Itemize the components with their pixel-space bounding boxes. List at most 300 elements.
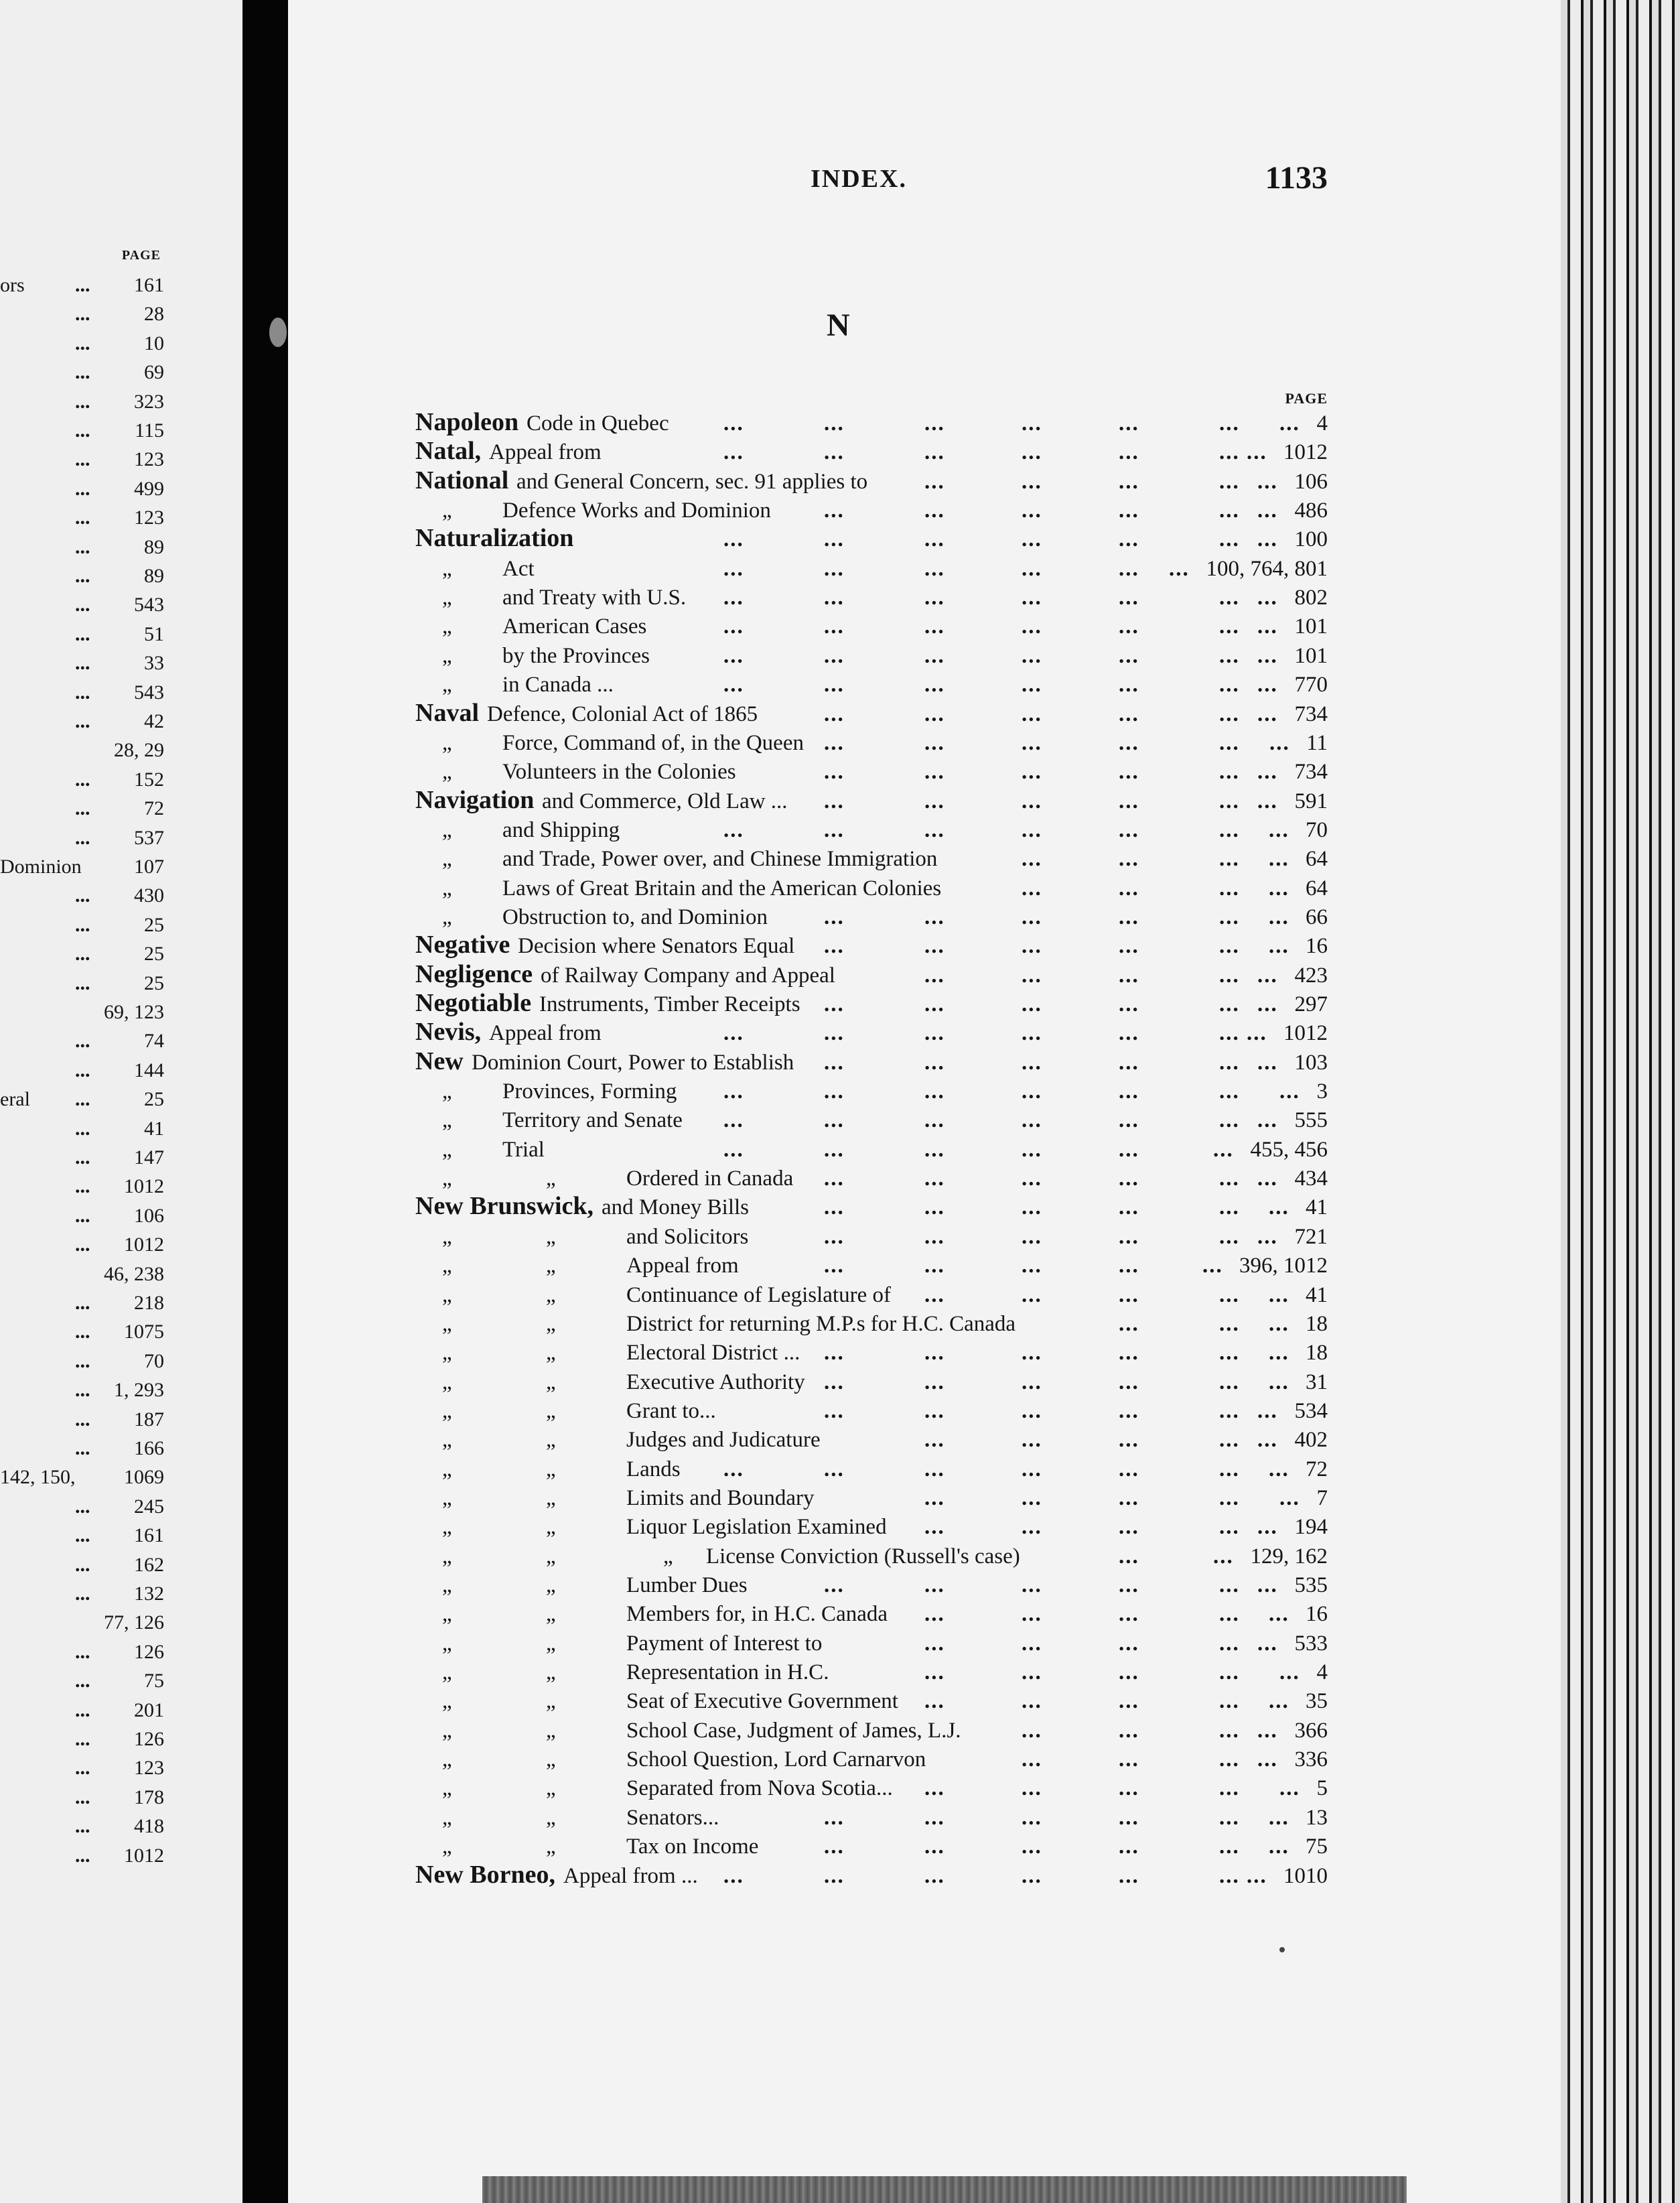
left-row-leader: ... (75, 1844, 90, 1867)
leader-dots: ... (1119, 789, 1139, 813)
entry-page: 64 (1306, 847, 1328, 872)
entry-text: and Solicitors (626, 1224, 749, 1249)
leader-dots: ... (1119, 1718, 1139, 1743)
ditto-mark: „ (546, 1457, 556, 1481)
left-row-page: 161 (134, 274, 164, 296)
leader-dots: ... (723, 1863, 744, 1888)
leader-dots: ... (1022, 817, 1042, 842)
leader-dots: ... (723, 1108, 744, 1133)
leader-dots: ... (723, 586, 744, 610)
entry-text: Instruments, Timber Receipts (539, 992, 800, 1016)
leader-dots: ... (824, 1166, 845, 1191)
leader-dots: ... (924, 411, 945, 436)
entry-keyword: Negotiable (415, 989, 532, 1017)
left-row-leader: ... (75, 943, 90, 965)
left-row-leader: ... (75, 972, 90, 994)
left-row-page: 106 (134, 1204, 164, 1227)
ditto-mark: „ (546, 1485, 556, 1510)
leader-dots: ... (1219, 1660, 1240, 1685)
entry-keyword: National (415, 466, 509, 494)
leader-dots: ... (1119, 1573, 1139, 1597)
left-row-page: 430 (134, 884, 164, 907)
ditto-mark: „ (442, 817, 452, 842)
leader-dots: ... (824, 760, 845, 785)
leader-dots: ... (1119, 1631, 1139, 1656)
leader-dots: ... (924, 702, 945, 726)
ditto-mark: „ (546, 1370, 556, 1394)
leader-dots: ... (1219, 1050, 1240, 1075)
entry-text: Continuance of Legislature of (626, 1282, 891, 1307)
dot-leaders (288, 1338, 1561, 1367)
entry-page: 486 (1294, 498, 1328, 523)
left-row-leader: ... (75, 652, 90, 675)
entry-page: 18 (1306, 1341, 1328, 1365)
leader-dots: ... (924, 1457, 945, 1481)
leader-dots: ... (924, 1021, 945, 1046)
index-entry (288, 1832, 1561, 1861)
leader-dots: ... (824, 614, 845, 639)
entry-text: in Canada ... (502, 673, 614, 697)
left-index-row (0, 1638, 164, 1667)
leader-dots: ... (1119, 730, 1139, 755)
ditto-mark: „ (442, 1457, 452, 1481)
index-entry (288, 467, 1561, 496)
left-index-row (0, 1841, 164, 1871)
index-entry (288, 787, 1561, 816)
index-entry (288, 525, 1561, 554)
leader-dots: ... (1219, 1631, 1240, 1656)
entry-text: Obstruction to, and Dominion (502, 905, 768, 929)
leader-dots: ... (1022, 556, 1042, 581)
dot-leaders (288, 1018, 1561, 1048)
leader-dots: ... (1119, 992, 1139, 1016)
index-entry (288, 1367, 1561, 1397)
entry-text: and Money Bills (602, 1195, 749, 1220)
left-row-page: 218 (134, 1292, 164, 1314)
left-index-row (0, 620, 164, 649)
page-column-label: PAGE (1285, 390, 1328, 407)
left-row-page: 162 (134, 1553, 164, 1576)
dot-leaders (288, 699, 1561, 729)
ditto-mark: „ (442, 1573, 452, 1597)
index-entry (288, 1309, 1561, 1339)
leader-dots: ... (824, 586, 845, 610)
leader-dots: ... (924, 1398, 945, 1423)
left-index-row (0, 707, 164, 736)
leader-dots: ... (1022, 1689, 1042, 1714)
left-row-leader: ... (75, 913, 90, 936)
leader-dots: ... (924, 614, 945, 639)
left-row-leader: ... (75, 332, 90, 354)
leader-dots: ... (1247, 1021, 1267, 1046)
left-row-leader: ... (75, 419, 90, 442)
leader-dots: ... (1022, 963, 1042, 988)
leader-dots: ... (924, 1485, 945, 1510)
entry-page: 734 (1294, 702, 1328, 726)
leader-dots: ... (1119, 1166, 1139, 1191)
entry-text: and Treaty with U.S. (502, 586, 687, 610)
leader-dots: ... (1257, 702, 1278, 726)
left-row-leader: ... (75, 303, 90, 326)
left-row-leader: ... (75, 768, 90, 791)
leader-dots: ... (1119, 905, 1139, 929)
entry-keyword: Naval (415, 698, 479, 727)
leader-dots: ... (1022, 789, 1042, 813)
entry-text: Act (502, 556, 535, 581)
leader-dots: ... (1022, 1515, 1042, 1540)
leader-dots: ... (924, 1195, 945, 1220)
ditto-mark: „ (442, 1485, 452, 1510)
leader-dots: ... (824, 817, 845, 842)
entry-page: 129, 162 (1250, 1544, 1328, 1568)
left-index-row (0, 765, 164, 795)
leader-dots: ... (1022, 586, 1042, 610)
left-index-row (0, 852, 164, 882)
leader-dots: ... (824, 1398, 845, 1423)
leader-dots: ... (1257, 963, 1278, 988)
leader-dots: ... (1257, 614, 1278, 639)
ditto-mark: „ (442, 1108, 452, 1133)
index-entry (288, 1512, 1561, 1542)
entry-text: Defence Works and Dominion (502, 498, 771, 523)
left-row-leader: ... (75, 477, 90, 500)
leader-dots: ... (1022, 1660, 1042, 1685)
entry-keyword: Negligence (415, 959, 533, 988)
left-row-page: 46, 238 (104, 1262, 164, 1285)
entry-page: 66 (1306, 905, 1328, 929)
leader-dots: ... (723, 643, 744, 668)
entry-text: Electoral District ... (626, 1341, 800, 1365)
ditto-mark: „ (546, 1341, 556, 1365)
left-row-leader: ... (75, 274, 90, 296)
dot-leaders (288, 903, 1561, 932)
entry-text: Trial (502, 1137, 545, 1162)
dot-leaders (288, 990, 1561, 1019)
leader-dots: ... (1119, 1254, 1139, 1278)
entry-page: 64 (1306, 876, 1328, 900)
left-row-leader: ... (75, 797, 90, 820)
leader-dots: ... (1119, 934, 1139, 959)
leader-dots: ... (1022, 1428, 1042, 1453)
left-index-row (0, 1230, 164, 1260)
leader-dots: ... (1119, 1747, 1139, 1772)
index-entry (288, 612, 1561, 641)
index-entry (288, 641, 1561, 671)
entry-text: Code in Quebec (527, 411, 669, 436)
left-row-page: 72 (144, 797, 164, 820)
index-entry (288, 1686, 1561, 1716)
leader-dots: ... (1257, 498, 1278, 523)
entry-page: 534 (1294, 1398, 1328, 1423)
entry-page: 336 (1294, 1747, 1328, 1772)
dot-leaders (288, 467, 1561, 496)
ditto-mark: „ (546, 1689, 556, 1714)
left-index-row (0, 416, 164, 446)
ditto-mark: „ (546, 1166, 556, 1191)
left-row-leader: ... (75, 448, 90, 471)
leader-dots: ... (1219, 1166, 1240, 1191)
leader-dots: ... (1022, 1079, 1042, 1104)
left-index-row (0, 1260, 164, 1289)
entry-page: 194 (1294, 1515, 1328, 1540)
entry-page: 31 (1306, 1370, 1328, 1394)
leader-dots: ... (1219, 963, 1240, 988)
left-row-page: 187 (134, 1408, 164, 1430)
leader-dots: ... (1219, 1457, 1240, 1481)
dot-leaders (288, 554, 1561, 584)
leader-dots: ... (1219, 1805, 1240, 1830)
leader-dots: ... (1257, 643, 1278, 668)
leader-dots: ... (924, 1254, 945, 1278)
left-row-page: 178 (134, 1786, 164, 1808)
left-index-row (0, 561, 164, 591)
entry-text: Senators... (626, 1805, 719, 1830)
index-entry (288, 815, 1561, 845)
ditto-mark: „ (442, 614, 452, 639)
left-row-page: 161 (134, 1524, 164, 1547)
leader-dots: ... (1219, 498, 1240, 523)
leader-dots: ... (1219, 1747, 1240, 1772)
left-row-page: 543 (134, 681, 164, 704)
leader-dots: ... (1219, 1370, 1240, 1394)
leader-dots: ... (1119, 963, 1139, 988)
left-index-row (0, 1347, 164, 1376)
leader-dots: ... (1269, 1834, 1289, 1859)
left-row-page: 115 (135, 419, 164, 442)
binding-strip (482, 2176, 1407, 2203)
entry-text: Tax on Income (626, 1834, 759, 1859)
leader-dots: ... (824, 1370, 845, 1394)
ditto-mark: „ (442, 1341, 452, 1365)
leader-dots: ... (924, 1515, 945, 1540)
index-entry (288, 728, 1561, 758)
leader-dots: ... (1219, 934, 1240, 959)
index-entry (288, 496, 1561, 525)
leader-dots: ... (924, 934, 945, 959)
left-row-page: 75 (144, 1670, 164, 1692)
leader-dots: ... (1213, 1137, 1234, 1162)
leader-dots: ... (924, 905, 945, 929)
left-index-row (0, 1579, 164, 1609)
index-entry (288, 1774, 1561, 1803)
entry-page: 533 (1294, 1631, 1328, 1656)
leader-dots: ... (824, 556, 845, 581)
entry-page: 402 (1294, 1428, 1328, 1453)
entry-text: and Trade, Power over, and Chinese Immigration (502, 847, 938, 872)
index-entry (288, 1658, 1561, 1687)
entry-text: Representation in H.C. (626, 1660, 829, 1685)
entry-page: 555 (1294, 1108, 1328, 1133)
left-row-page: 245 (134, 1495, 164, 1518)
entry-page: 802 (1294, 586, 1328, 610)
entry-page: 734 (1294, 760, 1328, 785)
index-entry (288, 844, 1561, 874)
leader-dots: ... (723, 556, 744, 581)
dot-leaders (288, 583, 1561, 612)
leader-dots: ... (924, 1689, 945, 1714)
leader-dots: ... (1119, 1224, 1139, 1249)
left-row-page: 77, 126 (104, 1611, 164, 1634)
leader-dots: ... (1219, 992, 1240, 1016)
entry-page: 1012 (1283, 1021, 1328, 1046)
leader-dots: ... (1119, 1863, 1139, 1888)
left-row-leader: ... (75, 565, 90, 587)
ditto-mark: „ (663, 1544, 673, 1568)
entry-text: Members for, in H.C. Canada (626, 1602, 888, 1627)
left-row-leader: ... (75, 1146, 90, 1169)
leader-dots: ... (824, 1050, 845, 1075)
index-entry (288, 583, 1561, 612)
leader-dots: ... (1022, 643, 1042, 668)
leader-dots: ... (1022, 1776, 1042, 1801)
leader-dots: ... (1119, 876, 1139, 900)
leader-dots: ... (1022, 1195, 1042, 1220)
left-row-page: 25 (144, 1088, 164, 1111)
left-row-leader: ... (75, 1233, 90, 1256)
leader-dots: ... (1257, 1515, 1278, 1540)
leader-dots: ... (924, 1166, 945, 1191)
ditto-mark: „ (546, 1398, 556, 1423)
leader-dots: ... (1219, 1079, 1240, 1104)
left-row-page: 144 (134, 1059, 164, 1081)
left-index-row (0, 1172, 164, 1201)
ditto-mark: „ (546, 1631, 556, 1656)
leader-dots: ... (1257, 527, 1278, 552)
leader-dots: ... (1279, 1485, 1300, 1510)
leader-dots: ... (1022, 934, 1042, 959)
leader-dots: ... (1119, 760, 1139, 785)
left-index-row (0, 939, 164, 969)
leader-dots: ... (1119, 527, 1139, 552)
ditto-mark: „ (546, 1834, 556, 1859)
leader-dots: ... (824, 992, 845, 1016)
leader-dots: ... (1219, 1834, 1240, 1859)
leader-dots: ... (924, 1137, 945, 1162)
leader-dots: ... (824, 1805, 845, 1830)
dot-leaders (288, 1774, 1561, 1803)
ditto-mark: „ (546, 1224, 556, 1249)
dot-leaders (288, 1106, 1561, 1135)
leader-dots: ... (1022, 1341, 1042, 1365)
leader-dots: ... (1022, 1631, 1042, 1656)
leader-dots: ... (924, 586, 945, 610)
leader-dots: ... (1257, 1631, 1278, 1656)
left-row-leader: ... (75, 884, 90, 907)
entry-text: Seat of Executive Government (626, 1689, 898, 1714)
leader-dots: ... (824, 1834, 845, 1859)
entry-keyword: Negative (415, 931, 510, 959)
index-entry (288, 1629, 1561, 1658)
dot-leaders (288, 1280, 1561, 1310)
leader-dots: ... (824, 934, 845, 959)
entry-keyword: New (415, 1047, 464, 1075)
leader-dots: ... (924, 1079, 945, 1104)
leader-dots: ... (1119, 411, 1139, 436)
entry-page: 35 (1306, 1689, 1328, 1714)
left-row-page: 152 (134, 768, 164, 791)
dot-leaders (288, 844, 1561, 874)
leader-dots: ... (1257, 469, 1278, 494)
leader-dots: ... (824, 1863, 845, 1888)
leader-dots: ... (1269, 1805, 1289, 1830)
index-entry (288, 1164, 1561, 1193)
leader-dots: ... (723, 527, 744, 552)
left-row-text: eral (0, 1088, 30, 1111)
dot-leaders (288, 1658, 1561, 1687)
left-row-leader: ... (75, 1728, 90, 1750)
entry-page: 3 (1316, 1079, 1328, 1104)
ditto-mark: „ (442, 1428, 452, 1453)
leader-dots: ... (1213, 1544, 1234, 1568)
index-entry (288, 757, 1561, 787)
leader-dots: ... (924, 1602, 945, 1627)
dot-leaders (288, 496, 1561, 525)
index-entry (288, 1425, 1561, 1455)
left-row-page: 1012 (124, 1233, 164, 1256)
leader-dots: ... (1247, 440, 1267, 465)
left-row-leader: ... (75, 710, 90, 732)
entry-text: Territory and Senate (502, 1108, 683, 1133)
left-row-page: 42 (144, 710, 164, 732)
leader-dots: ... (1257, 1718, 1278, 1743)
index-entry (288, 1106, 1561, 1135)
leader-dots: ... (1219, 905, 1240, 929)
entry-text: Limits and Boundary (626, 1485, 815, 1510)
leader-dots: ... (723, 1457, 744, 1481)
leader-dots: ... (924, 1776, 945, 1801)
leader-dots: ... (1119, 1398, 1139, 1423)
entry-text: American Cases (502, 614, 647, 639)
leader-dots: ... (924, 469, 945, 494)
left-row-page: 33 (144, 652, 164, 675)
ditto-mark: „ (442, 1254, 452, 1278)
index-entry (288, 1861, 1561, 1891)
dot-leaders (288, 1455, 1561, 1484)
entry-page: 1010 (1283, 1863, 1328, 1888)
left-row-page: 74 (144, 1030, 164, 1053)
entry-page: 297 (1294, 992, 1328, 1016)
leader-dots: ... (1022, 1398, 1042, 1423)
entry-page: 101 (1294, 614, 1328, 639)
left-row-page: 126 (134, 1640, 164, 1663)
entry-page: 423 (1294, 963, 1328, 988)
index-entry (288, 1542, 1561, 1571)
left-row-leader: ... (75, 1553, 90, 1576)
leader-dots: ... (824, 1021, 845, 1046)
leader-dots: ... (824, 1195, 845, 1220)
entry-page: 103 (1294, 1050, 1328, 1075)
entry-keyword: New Borneo, (415, 1860, 555, 1889)
leader-dots: ... (924, 1370, 945, 1394)
dot-leaders (288, 1483, 1561, 1513)
index-entry (288, 1396, 1561, 1426)
ditto-mark: „ (442, 1079, 452, 1104)
dot-leaders (288, 961, 1561, 990)
index-entry (288, 1193, 1561, 1222)
left-row-leader: ... (75, 1670, 90, 1692)
entry-page: 100, 764, 801 (1206, 556, 1328, 581)
leader-dots: ... (1022, 876, 1042, 900)
ditto-mark: „ (442, 876, 452, 900)
left-index-row (0, 1143, 164, 1173)
ditto-mark: „ (442, 1370, 452, 1394)
leader-dots: ... (1119, 586, 1139, 610)
leader-dots: ... (1022, 1485, 1042, 1510)
leader-dots: ... (1022, 440, 1042, 465)
left-row-page: 69 (144, 361, 164, 384)
leader-dots: ... (824, 411, 845, 436)
leader-dots: ... (1219, 789, 1240, 813)
